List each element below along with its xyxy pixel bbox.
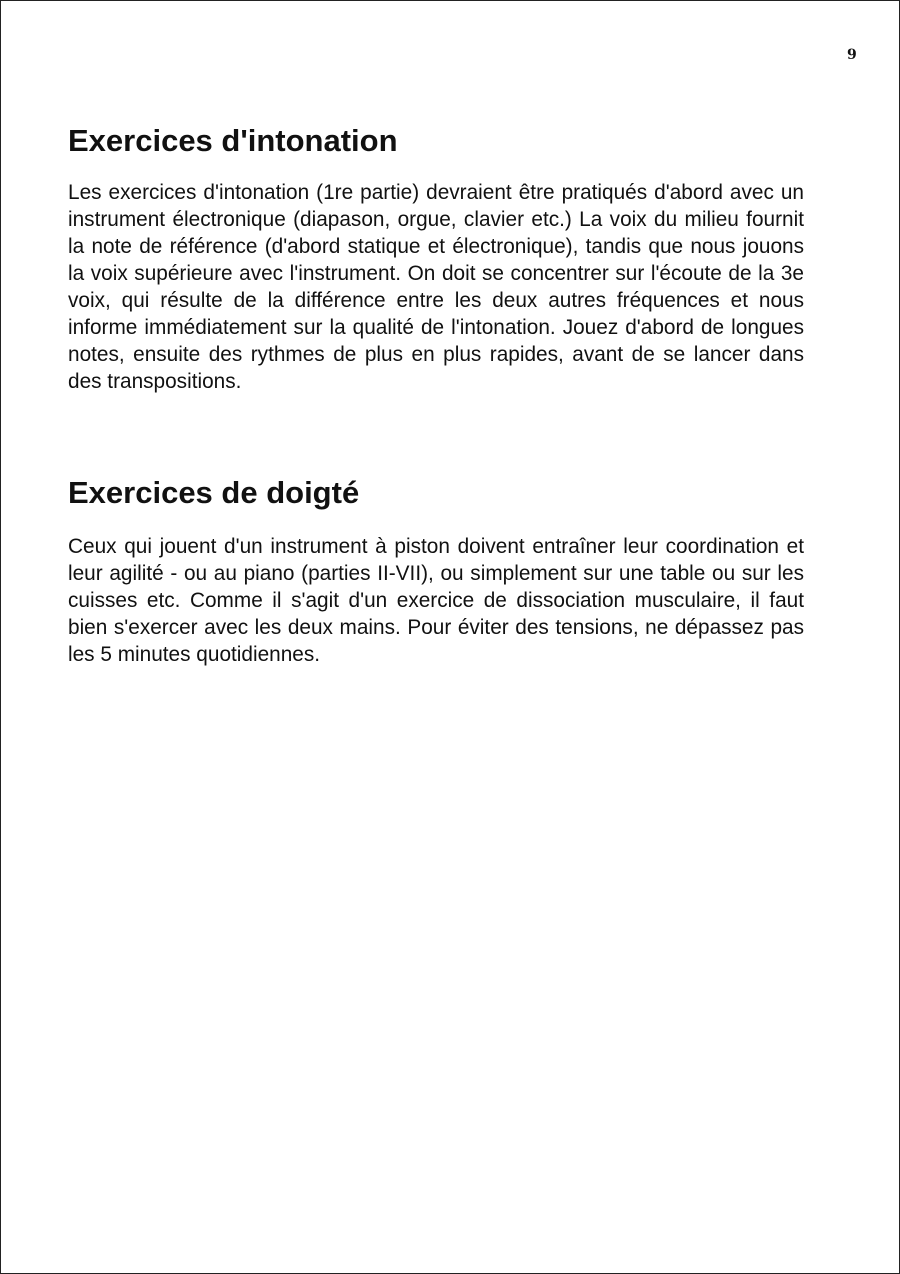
section-paragraph: Ceux qui jouent d'un instrument à piston doivent entraîner leur coordination et leur agilité - ou au piano (parties II-VII), ou simplement sur une table ou sur les cuisses etc. Comme il s'agit d'un exercice de dissociation musculaire, il faut bien s'exercer avec les deux mains. Pour éviter des tensions, ne dépassez pas les 5 minutes quotidiennes. (68, 535, 804, 666)
section-paragraph: Les exercices d'intonation (1re partie) devraient être pratiqués d'abord avec un instrument électronique (diapason, orgue, clavier etc.) La voix du milieu fournit la note de référence (d'abord statique et électronique), tandis que nous jouons la voix supérieure avec l'instrument. On doit se concentrer sur l'écoute de la 3e voix, qui résulte de la différence entre les deux autres fréquences et nous informe immédiatement sur la qualité de l'intonation. Jouez d'abord de longues notes, ensuite des rythmes de plus en plus rapides, avant de se lancer dans des transpositions. (68, 181, 804, 393)
section-doigte (68, 473, 804, 668)
page-number: 9 (847, 47, 857, 63)
section-intonation (68, 121, 804, 395)
section-heading: Exercices d'intonation (68, 123, 398, 158)
section-heading: Exercices de doigté (68, 475, 360, 510)
